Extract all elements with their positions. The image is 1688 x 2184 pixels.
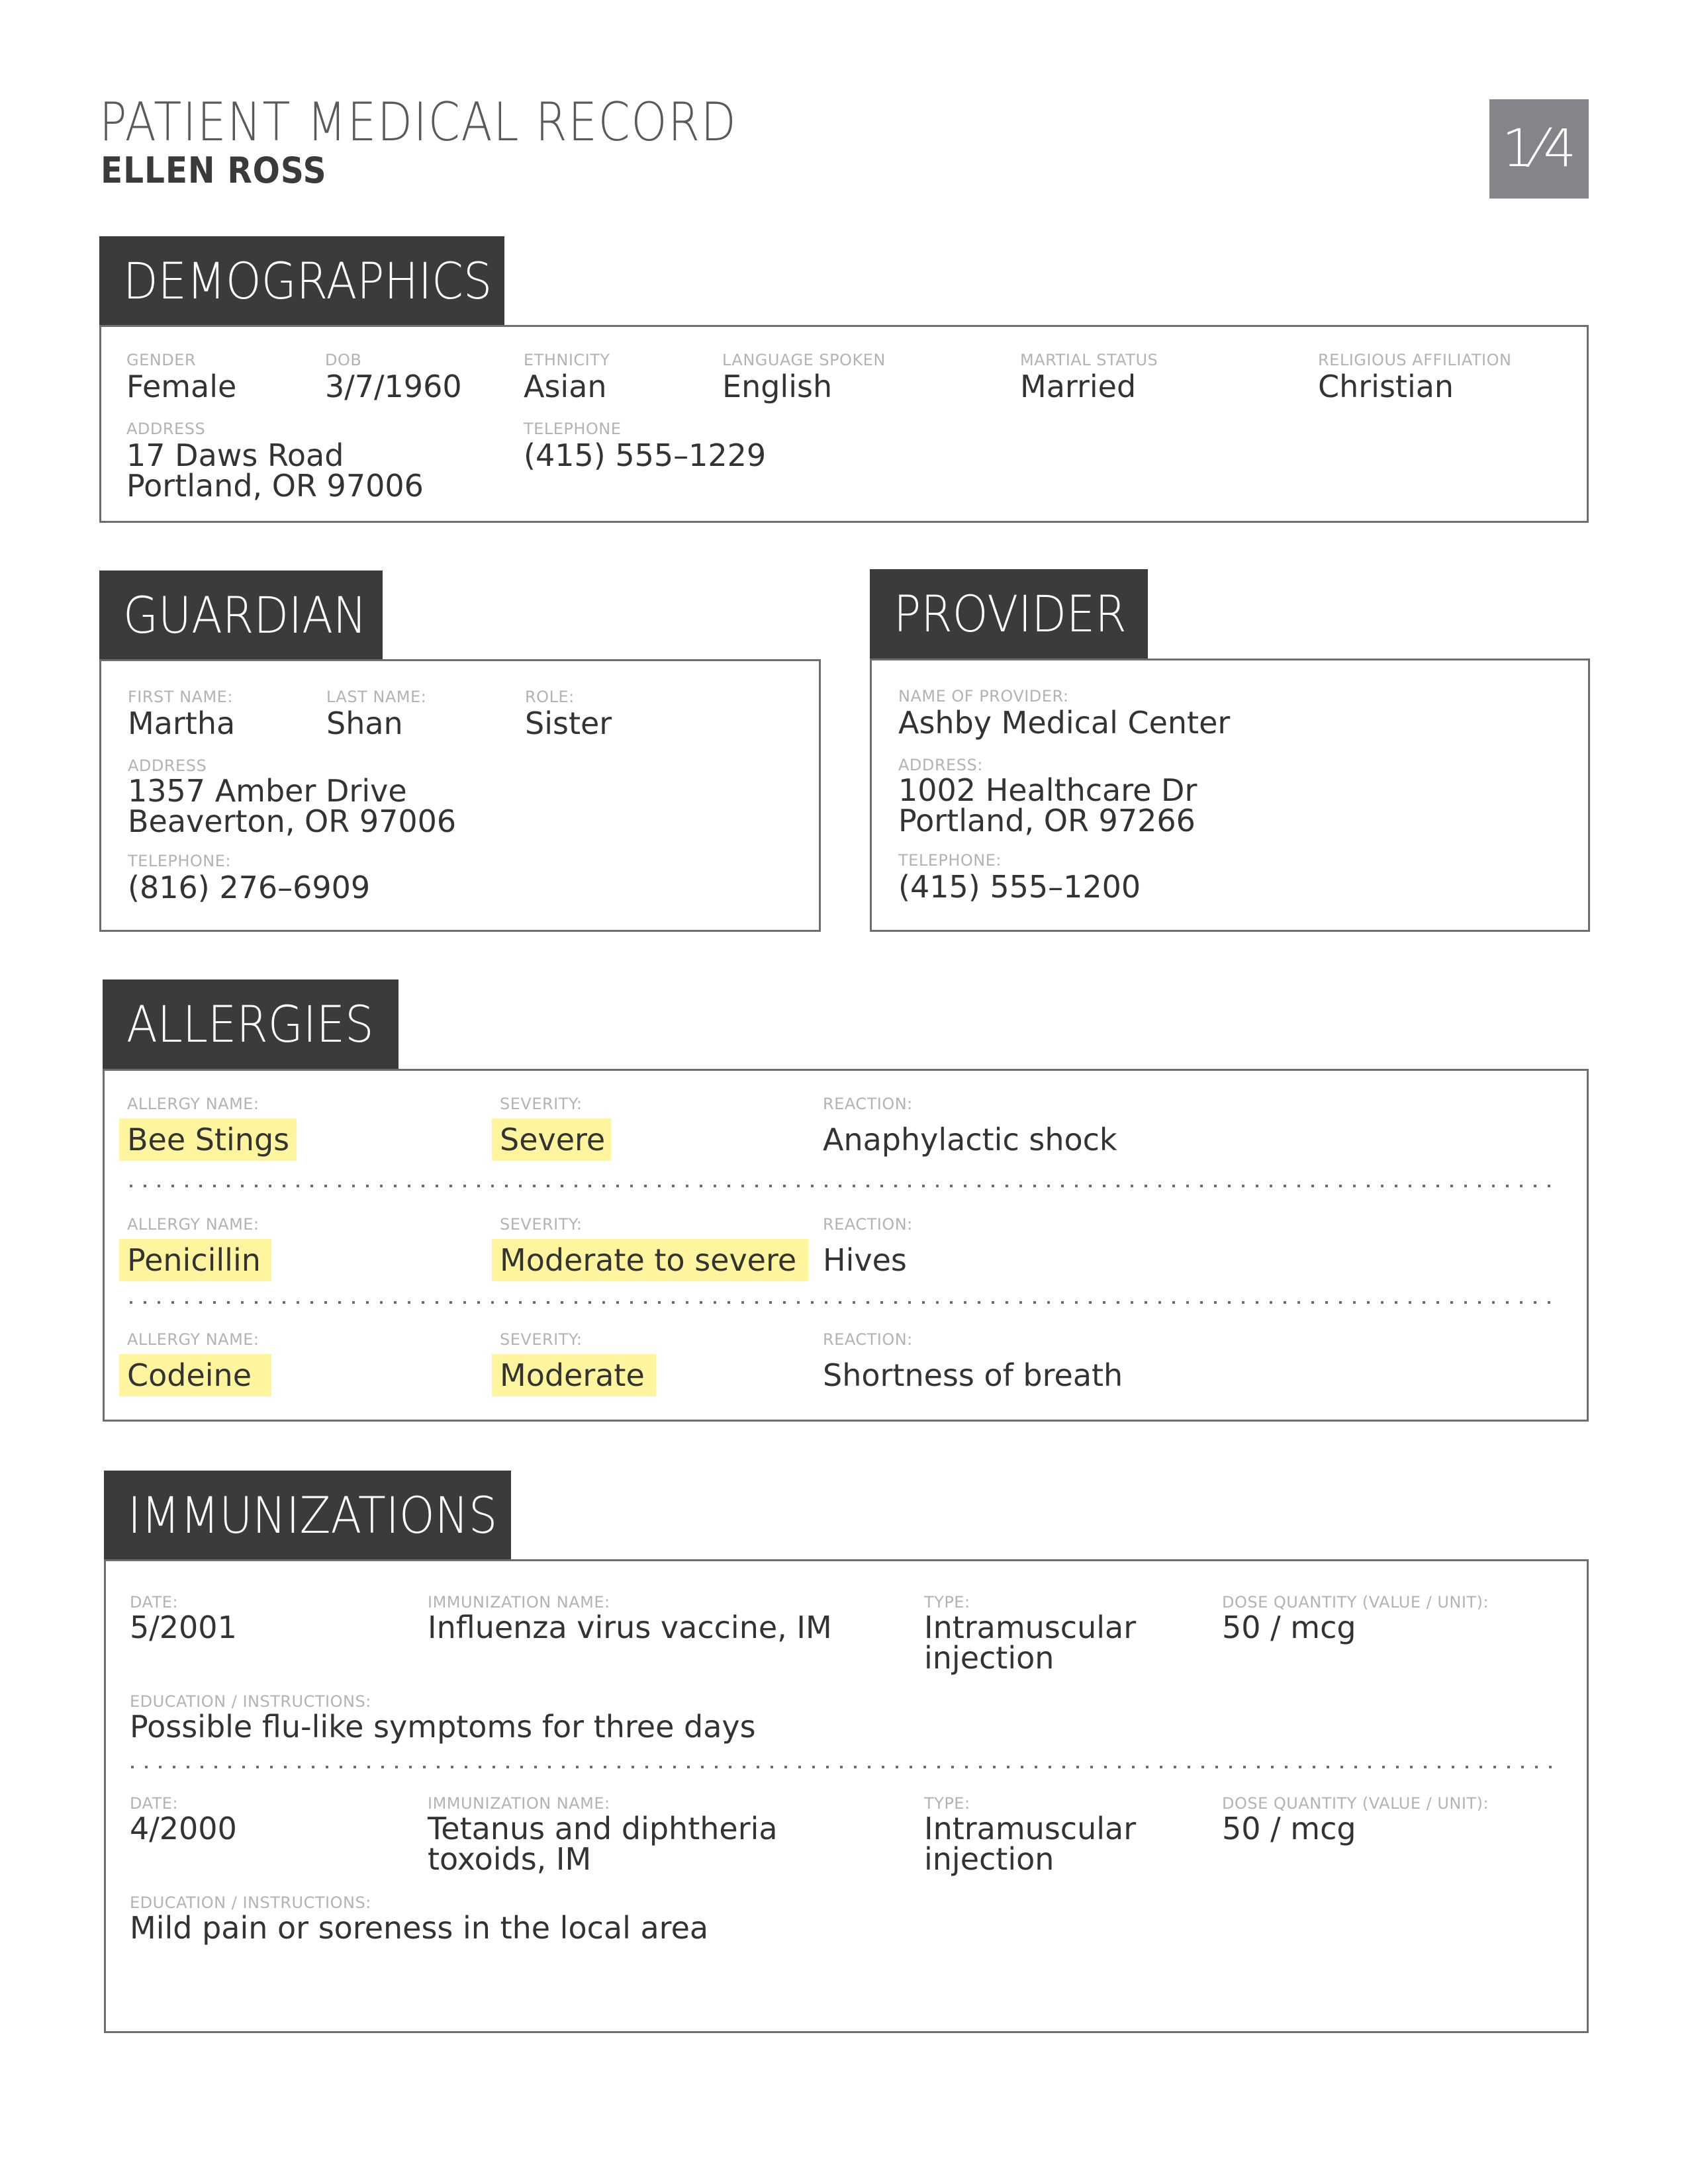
guardian-address-line2: Beaverton, OR 97006 xyxy=(128,803,457,839)
dose-value: 50 / mcg xyxy=(1222,1811,1356,1846)
type-value-line1: Intramuscular xyxy=(924,1811,1137,1846)
allergies-heading-text: ALLERGIES xyxy=(126,995,374,1054)
provider-address-line1: 1002 Healthcare Dr xyxy=(898,772,1197,808)
provider-heading-text: PROVIDER xyxy=(894,584,1127,643)
education-label: EDUCATION / INSTRUCTIONS: xyxy=(130,1893,371,1912)
guardian-section xyxy=(99,659,821,932)
provider-address-label: ADDRESS: xyxy=(898,756,983,774)
guardian-role-value: Sister xyxy=(525,705,612,741)
severity-value: Severe xyxy=(500,1122,606,1158)
gender-value: Female xyxy=(126,369,237,404)
allergy-name-label: ALLERGY NAME: xyxy=(127,1215,259,1234)
religion-value: Christian xyxy=(1318,369,1454,404)
guardian-first-name-value: Martha xyxy=(128,705,236,741)
type-label: TYPE: xyxy=(924,1593,970,1612)
provider-telephone-label: TELEPHONE: xyxy=(898,851,1002,870)
allergy-name-label: ALLERGY NAME: xyxy=(127,1330,259,1349)
marital-status-value: Married xyxy=(1020,369,1137,404)
ethnicity-value: Asian xyxy=(524,369,607,404)
dob-value: 3/7/1960 xyxy=(325,369,462,404)
reaction-value: Anaphylactic shock xyxy=(823,1122,1117,1158)
provider-section xyxy=(870,659,1590,932)
severity-label: SEVERITY: xyxy=(500,1330,583,1349)
dose-label: DOSE QUANTITY (VALUE / UNIT): xyxy=(1222,1794,1489,1813)
guardian-heading xyxy=(99,570,383,660)
guardian-telephone-value: (816) 276–6909 xyxy=(128,870,371,905)
provider-name-label: NAME OF PROVIDER: xyxy=(898,687,1069,705)
allergies-section xyxy=(103,1069,1589,1422)
immunizations-heading-text: IMMUNIZATIONS xyxy=(128,1486,498,1545)
type-label: TYPE: xyxy=(924,1794,970,1813)
entry-divider xyxy=(131,1766,1561,1768)
reaction-value: Shortness of breath xyxy=(823,1357,1123,1393)
allergy-name-label: ALLERGY NAME: xyxy=(127,1095,259,1113)
reaction-value: Hives xyxy=(823,1242,907,1278)
date-label: DATE: xyxy=(130,1794,179,1813)
date-label: DATE: xyxy=(130,1593,179,1612)
provider-heading xyxy=(870,569,1148,659)
row-divider xyxy=(130,1301,1560,1304)
education-value: Mild pain or soreness in the local area xyxy=(130,1910,709,1946)
allergies-heading xyxy=(103,979,399,1069)
date-value: 4/2000 xyxy=(130,1811,237,1846)
dob-label: DOB xyxy=(325,351,362,369)
provider-name-value: Ashby Medical Center xyxy=(898,705,1231,741)
marital-status-label: MARTIAL STATUS xyxy=(1020,351,1158,369)
allergy-name-value: Codeine xyxy=(127,1357,252,1393)
telephone-value: (415) 555–1229 xyxy=(524,437,767,473)
type-value-line2: injection xyxy=(924,1841,1055,1877)
reaction-label: REACTION: xyxy=(823,1330,913,1349)
demographics-heading xyxy=(99,236,504,326)
immunizations-section xyxy=(104,1559,1589,2033)
ethnicity-label: ETHNICITY xyxy=(524,351,610,369)
address-line2: Portland, OR 97006 xyxy=(126,468,424,504)
allergy-name-value: Bee Stings xyxy=(127,1122,290,1158)
page-indicator xyxy=(1489,99,1589,199)
religion-label: RELIGIOUS AFFILIATION xyxy=(1318,351,1512,369)
guardian-heading-text: GUARDIAN xyxy=(123,586,367,645)
guardian-first-name-label: FIRST NAME: xyxy=(128,688,233,706)
language-label: LANGUAGE SPOKEN xyxy=(722,351,886,369)
dose-label: DOSE QUANTITY (VALUE / UNIT): xyxy=(1222,1593,1489,1612)
type-value-line2: injection xyxy=(924,1640,1055,1676)
severity-label: SEVERITY: xyxy=(500,1215,583,1234)
severity-value: Moderate xyxy=(500,1357,645,1393)
immunization-name-value: Influenza virus vaccine, IM xyxy=(428,1610,832,1645)
immunization-name-label: IMMUNIZATION NAME: xyxy=(428,1794,610,1813)
patient-name: ELLEN ROSS xyxy=(101,150,327,191)
reaction-label: REACTION: xyxy=(823,1095,913,1113)
guardian-address-label: ADDRESS xyxy=(128,756,207,775)
reaction-label: REACTION: xyxy=(823,1215,913,1234)
allergy-name-value: Penicillin xyxy=(127,1242,261,1278)
guardian-last-name-value: Shan xyxy=(326,705,403,741)
provider-address-line2: Portland, OR 97266 xyxy=(898,803,1196,839)
immunization-name-line2: toxoids, IM xyxy=(428,1841,592,1877)
severity-value: Moderate to severe xyxy=(500,1242,797,1278)
guardian-telephone-label: TELEPHONE: xyxy=(128,852,231,870)
document-title: PATIENT MEDICAL RECORD xyxy=(99,91,737,153)
address-line1: 17 Daws Road xyxy=(126,437,344,473)
provider-telephone-value: (415) 555–1200 xyxy=(898,869,1141,905)
telephone-label: TELEPHONE xyxy=(524,420,622,438)
gender-label: GENDER xyxy=(126,351,197,369)
immunization-name-line1: Tetanus and diphtheria xyxy=(428,1811,778,1846)
row-divider xyxy=(130,1185,1560,1187)
immunization-name-label: IMMUNIZATION NAME: xyxy=(428,1593,610,1612)
demographics-heading-text: DEMOGRAPHICS xyxy=(123,251,492,310)
immunizations-heading xyxy=(104,1471,511,1561)
guardian-last-name-label: LAST NAME: xyxy=(326,688,427,706)
date-value: 5/2001 xyxy=(130,1610,237,1645)
page-indicator-text: 1⁄4 xyxy=(1501,119,1577,179)
language-value: English xyxy=(722,369,833,404)
severity-label: SEVERITY: xyxy=(500,1095,583,1113)
education-label: EDUCATION / INSTRUCTIONS: xyxy=(130,1692,371,1711)
type-value-line1: Intramuscular xyxy=(924,1610,1137,1645)
guardian-address-line1: 1357 Amber Drive xyxy=(128,773,407,809)
dose-value: 50 / mcg xyxy=(1222,1610,1356,1645)
education-value: Possible flu-like symptoms for three days xyxy=(130,1709,756,1745)
demographics-section xyxy=(99,325,1589,523)
address-label: ADDRESS xyxy=(126,420,206,438)
guardian-role-label: ROLE: xyxy=(525,688,575,706)
